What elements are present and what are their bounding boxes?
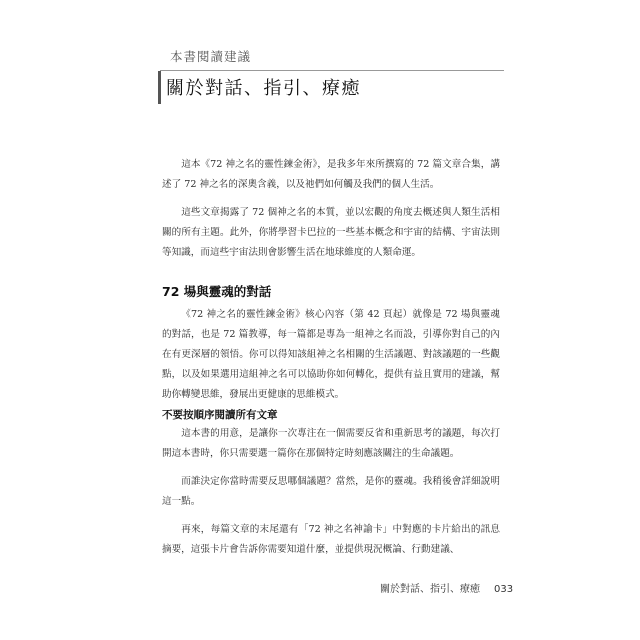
section-heading: 72 場與靈魂的對話 <box>162 284 272 299</box>
paragraph: 《72 神之名的靈性鍊金術》核心內容（第 42 頁起）就像是 72 場與靈魂的對話，也是 72 篇教導，每一篇都是專為一組神之名而設，引導你對自己的內在有更深層的領悟。你可以得知該組神之名相關的生活議題、對該議題的一些觀點，以及如果選用這組神之名可以協助你如何轉化，提供有益且實用的建議，幫助你轉變思維，發展出更健康的思維模式。 <box>162 309 500 400</box>
subsection-text <box>162 424 500 560</box>
title-accent-bar <box>158 71 161 104</box>
paragraph: 再來，每篇文章的末尾還有「72 神之名神諭卡」中對應的卡片給出的訊息摘要，這張卡片會告訴你需要知道什麼，並提供現況概論、行動建議、 <box>162 524 500 555</box>
intro-text <box>162 155 500 263</box>
paragraph: 這本書的用意，是讓你一次專注在一個需要反省和重新思考的議題，每次打開這本書時，你只需要選一篇你在那個特定時刻應該關注的生命議題。 <box>162 428 500 459</box>
page-footer <box>380 580 513 595</box>
section-label: 本書閱讀建議 <box>170 49 252 64</box>
subsection-heading: 不要按順序閱讀所有文章 <box>162 409 278 421</box>
page-number: 033 <box>494 584 514 595</box>
chapter-title: 關於對話、指引、療癒 <box>166 78 361 99</box>
paragraph: 這些文章揭露了 72 個神之名的本質，並以宏觀的角度去概述與人類生活相關的所有主題。此外，你將學習卡巴拉的一些基本概念和宇宙的結構、宇宙法則等知識，而這些宇宙法則會影響生活在地球維度的人類命運。 <box>162 207 500 258</box>
running-title: 關於對話、指引、療癒 <box>380 584 480 595</box>
section-text <box>162 305 500 405</box>
header-divider <box>160 70 504 71</box>
paragraph: 而誰決定你當時需要反思哪個議題？當然，是你的靈魂。我稍後會詳細說明這一點。 <box>162 476 500 507</box>
paragraph: 這本《72 神之名的靈性鍊金術》，是我多年來所撰寫的 72 篇文章合集，講述了 72 神之名的深奧含義，以及祂們如何觸及我們的個人生活。 <box>162 159 500 190</box>
